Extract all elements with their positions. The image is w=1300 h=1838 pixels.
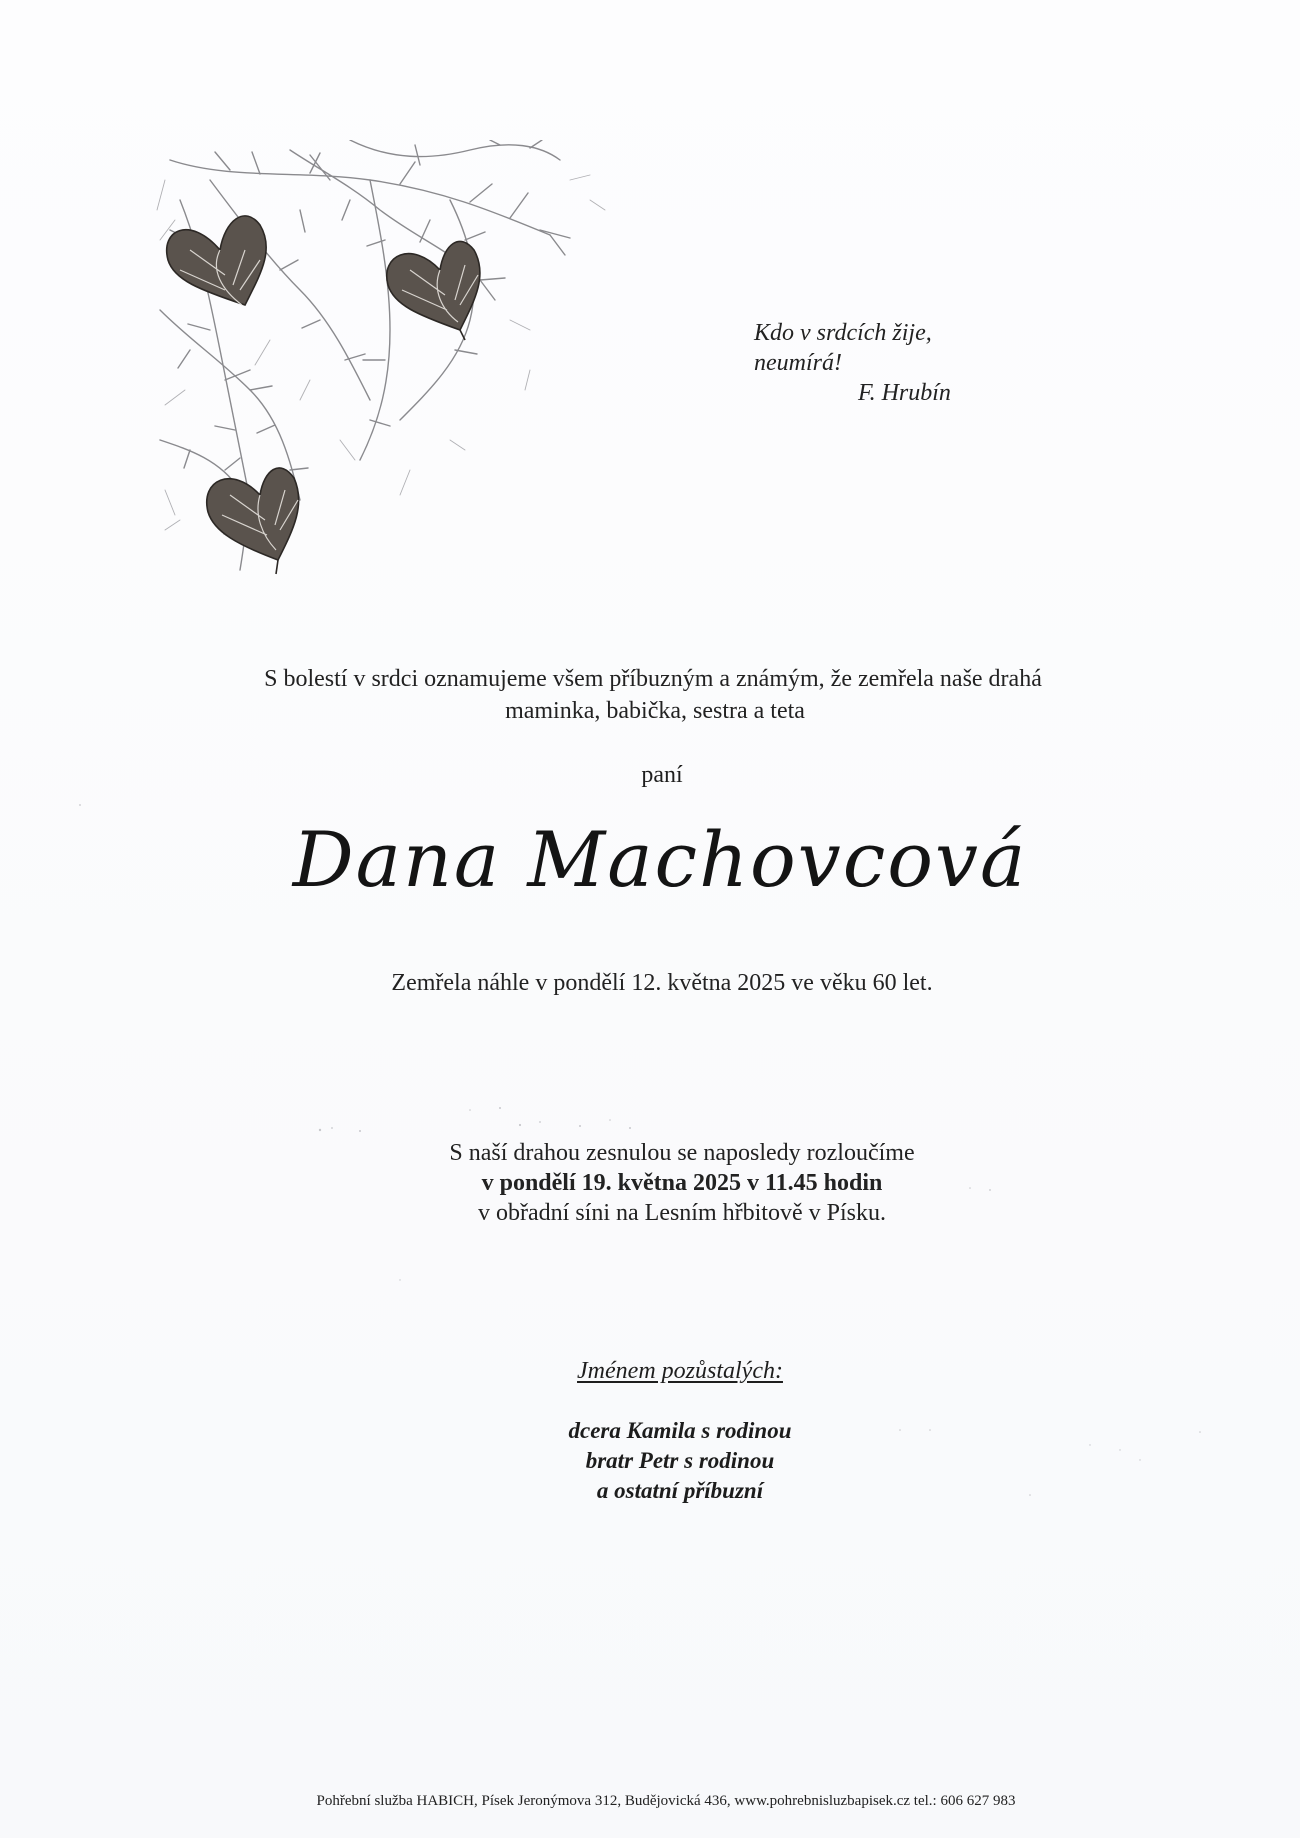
farewell-info bbox=[0, 1138, 1300, 1228]
announcement-line-2: maminka, babička, sestra a teta bbox=[505, 698, 805, 724]
relative-item: dcera Kamila s rodinou bbox=[568, 1418, 792, 1443]
footer-funeral-service: Pohřební služba HABICH, Písek Jeronýmova 312, Budějovická 436, www.pohrebnisluzbapisek.cz tel.: 606 627 983 bbox=[316, 1793, 1016, 1809]
relative-item: bratr Petr s rodinou bbox=[585, 1448, 775, 1473]
farewell-location: v obřadní síni na Lesním hřbitově v Písku. bbox=[478, 1200, 886, 1226]
branch-leaves-illustration bbox=[150, 140, 670, 640]
quote-author: F. Hrubín bbox=[858, 380, 951, 406]
signed-label-text: Jménem pozůstalých: bbox=[577, 1358, 783, 1384]
farewell-line-1: S naší drahou zesnulou se naposledy rozloučíme bbox=[449, 1140, 915, 1166]
announcement-line-1: S bolestí v srdci oznamujeme všem příbuzným a známým, že zemřela naše drahá bbox=[264, 666, 1042, 692]
quote-line-1: Kdo v srdcích žije, bbox=[754, 320, 932, 346]
leaf-icon bbox=[387, 241, 480, 340]
leaf-icon bbox=[167, 216, 267, 305]
poem-quote bbox=[754, 318, 1074, 408]
quote-line-2: neumírá! bbox=[754, 350, 842, 376]
leaf-icon bbox=[207, 468, 299, 574]
relative-item: a ostatní příbuzní bbox=[596, 1478, 764, 1503]
announcement bbox=[0, 663, 1300, 727]
relatives-list bbox=[0, 1416, 1300, 1506]
deceased-name: Dana Machovcová bbox=[292, 815, 1028, 904]
death-notice: Zemřela náhle v pondělí 12. května 2025 ve věku 60 let. bbox=[391, 970, 933, 996]
title-word: paní bbox=[641, 762, 683, 788]
signed-label bbox=[0, 1358, 1300, 1385]
farewell-datetime: v pondělí 19. května 2025 v 11.45 hodin bbox=[481, 1170, 883, 1196]
